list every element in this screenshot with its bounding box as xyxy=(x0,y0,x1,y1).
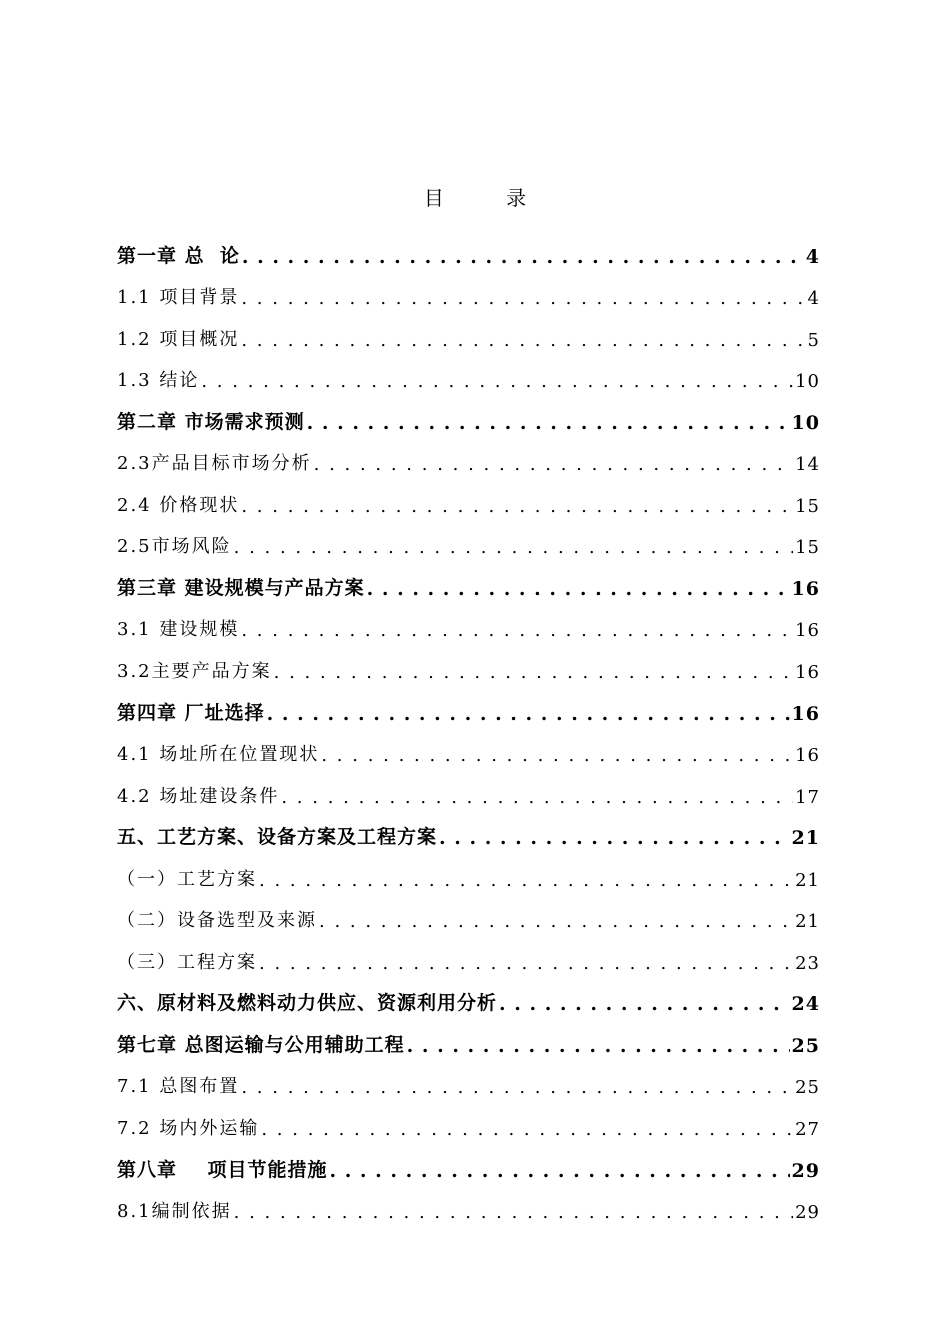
toc-entry-page: 29 xyxy=(791,1159,820,1182)
toc-entry-label: 2.5市场风险 xyxy=(117,536,232,558)
dot-leader xyxy=(321,745,793,766)
toc-entry[interactable] xyxy=(117,683,820,725)
toc-entry-page: 24 xyxy=(791,993,820,1016)
toc-entry[interactable] xyxy=(117,226,820,268)
toc-entry[interactable] xyxy=(117,849,820,891)
toc-entry-label: 3.2主要产品方案 xyxy=(117,661,272,683)
toc-entry-label: 六、原材料及燃料动力供应、资源利用分析 xyxy=(117,992,498,1015)
toc-entry-label: 第二章 市场需求预测 xyxy=(117,410,305,433)
toc-entry-page: 16 xyxy=(791,702,820,725)
toc-entry-page: 25 xyxy=(791,1034,820,1057)
dot-leader xyxy=(201,371,793,392)
toc-entry-page: 16 xyxy=(795,662,820,684)
toc-entry-label: （一）工艺方案 xyxy=(117,868,257,890)
dot-leader xyxy=(259,870,793,891)
dot-leader xyxy=(261,1119,793,1140)
dot-leader xyxy=(241,496,793,517)
toc-entry-page: 10 xyxy=(795,371,820,393)
toc-entry-label: 4.2 场址建设条件 xyxy=(117,785,280,807)
toc-entry-label: 第三章 建设规模与产品方案 xyxy=(117,576,365,599)
toc-entry[interactable] xyxy=(117,1140,820,1182)
dot-leader xyxy=(241,288,805,309)
toc-entry-label: 第七章 总图运输与公用辅助工程 xyxy=(117,1033,405,1056)
toc-entry[interactable] xyxy=(117,725,820,767)
dot-leader xyxy=(241,620,793,641)
toc-entry-label: 第四章 厂址选择 xyxy=(117,701,265,724)
toc-entry[interactable] xyxy=(117,932,820,974)
toc-entry[interactable] xyxy=(117,891,820,933)
dot-leader xyxy=(259,953,793,974)
toc-entry[interactable] xyxy=(117,1182,820,1224)
toc-entry-page: 4 xyxy=(805,245,820,268)
toc-entry-label: 7.2 场内外运输 xyxy=(117,1118,260,1140)
toc-entry-label: 第八章 项目节能措施 xyxy=(117,1158,328,1181)
toc-entry-page: 16 xyxy=(795,745,820,767)
dot-leader xyxy=(234,537,793,558)
toc-entry-label: 五、工艺方案、设备方案及工程方案 xyxy=(117,826,438,849)
toc-entry-page: 14 xyxy=(795,454,820,476)
dot-leader xyxy=(439,827,790,849)
toc-entry-page: 5 xyxy=(807,329,820,351)
toc-entry[interactable] xyxy=(117,808,820,850)
toc-entry[interactable] xyxy=(117,766,820,808)
toc-entry-label: （二）设备选型及来源 xyxy=(117,910,317,932)
dot-leader xyxy=(319,911,793,932)
toc-entry[interactable] xyxy=(117,558,820,600)
dot-leader xyxy=(241,1077,793,1098)
toc-entry-page: 23 xyxy=(795,952,820,974)
toc-entry-page: 21 xyxy=(791,827,820,850)
dot-leader xyxy=(499,993,790,1015)
toc-entry-page: 21 xyxy=(795,911,820,933)
toc-entry-page: 25 xyxy=(795,1077,820,1099)
table-of-contents xyxy=(117,226,820,1223)
toc-entry[interactable] xyxy=(117,1015,820,1057)
toc-entry[interactable] xyxy=(117,434,820,476)
dot-leader xyxy=(234,1202,793,1223)
toc-entry-label: 1.3 结论 xyxy=(117,370,200,392)
toc-entry-page: 16 xyxy=(791,577,820,600)
toc-entry[interactable] xyxy=(117,517,820,559)
toc-entry-page: 10 xyxy=(791,411,820,434)
toc-entry[interactable] xyxy=(117,1057,820,1099)
toc-entry-page: 15 xyxy=(795,495,820,517)
toc-entry-label: 4.1 场址所在位置现状 xyxy=(117,744,320,766)
toc-entry[interactable] xyxy=(117,268,820,310)
toc-entry-label: 第一章 总 论 xyxy=(117,244,240,267)
dot-leader xyxy=(274,662,793,683)
dot-leader xyxy=(314,454,793,475)
toc-entry-label: 7.1 总图布置 xyxy=(117,1076,240,1098)
toc-entry-label: 2.4 价格现状 xyxy=(117,494,240,516)
dot-leader xyxy=(242,246,804,268)
dot-leader xyxy=(329,1160,789,1182)
toc-entry-page: 29 xyxy=(795,1202,820,1224)
toc-entry-label: 8.1编制依据 xyxy=(117,1201,232,1223)
toc-entry[interactable] xyxy=(117,392,820,434)
dot-leader xyxy=(267,703,790,725)
toc-entry-page: 17 xyxy=(795,786,820,808)
toc-entry-label: 1.1 项目背景 xyxy=(117,287,240,309)
toc-entry-page: 15 xyxy=(795,537,820,559)
toc-entry-label: 1.2 项目概况 xyxy=(117,328,240,350)
toc-entry[interactable] xyxy=(117,641,820,683)
toc-entry[interactable] xyxy=(117,351,820,393)
toc-entry[interactable] xyxy=(117,475,820,517)
dot-leader xyxy=(407,1035,790,1057)
dot-leader xyxy=(307,412,790,434)
toc-entry-page: 21 xyxy=(795,869,820,891)
dot-leader xyxy=(241,330,805,351)
toc-entry[interactable] xyxy=(117,1098,820,1140)
toc-entry[interactable] xyxy=(117,974,820,1016)
toc-entry-page: 4 xyxy=(807,288,820,310)
dot-leader xyxy=(281,787,793,808)
toc-entry-label: （三）工程方案 xyxy=(117,951,257,973)
dot-leader xyxy=(367,578,790,600)
toc-entry-label: 2.3产品目标市场分析 xyxy=(117,453,312,475)
toc-entry-label: 3.1 建设规模 xyxy=(117,619,240,641)
toc-entry[interactable] xyxy=(117,600,820,642)
toc-entry[interactable] xyxy=(117,309,820,351)
toc-entry-page: 16 xyxy=(795,620,820,642)
toc-entry-page: 27 xyxy=(795,1119,820,1141)
toc-title: 目 录 xyxy=(423,186,555,210)
